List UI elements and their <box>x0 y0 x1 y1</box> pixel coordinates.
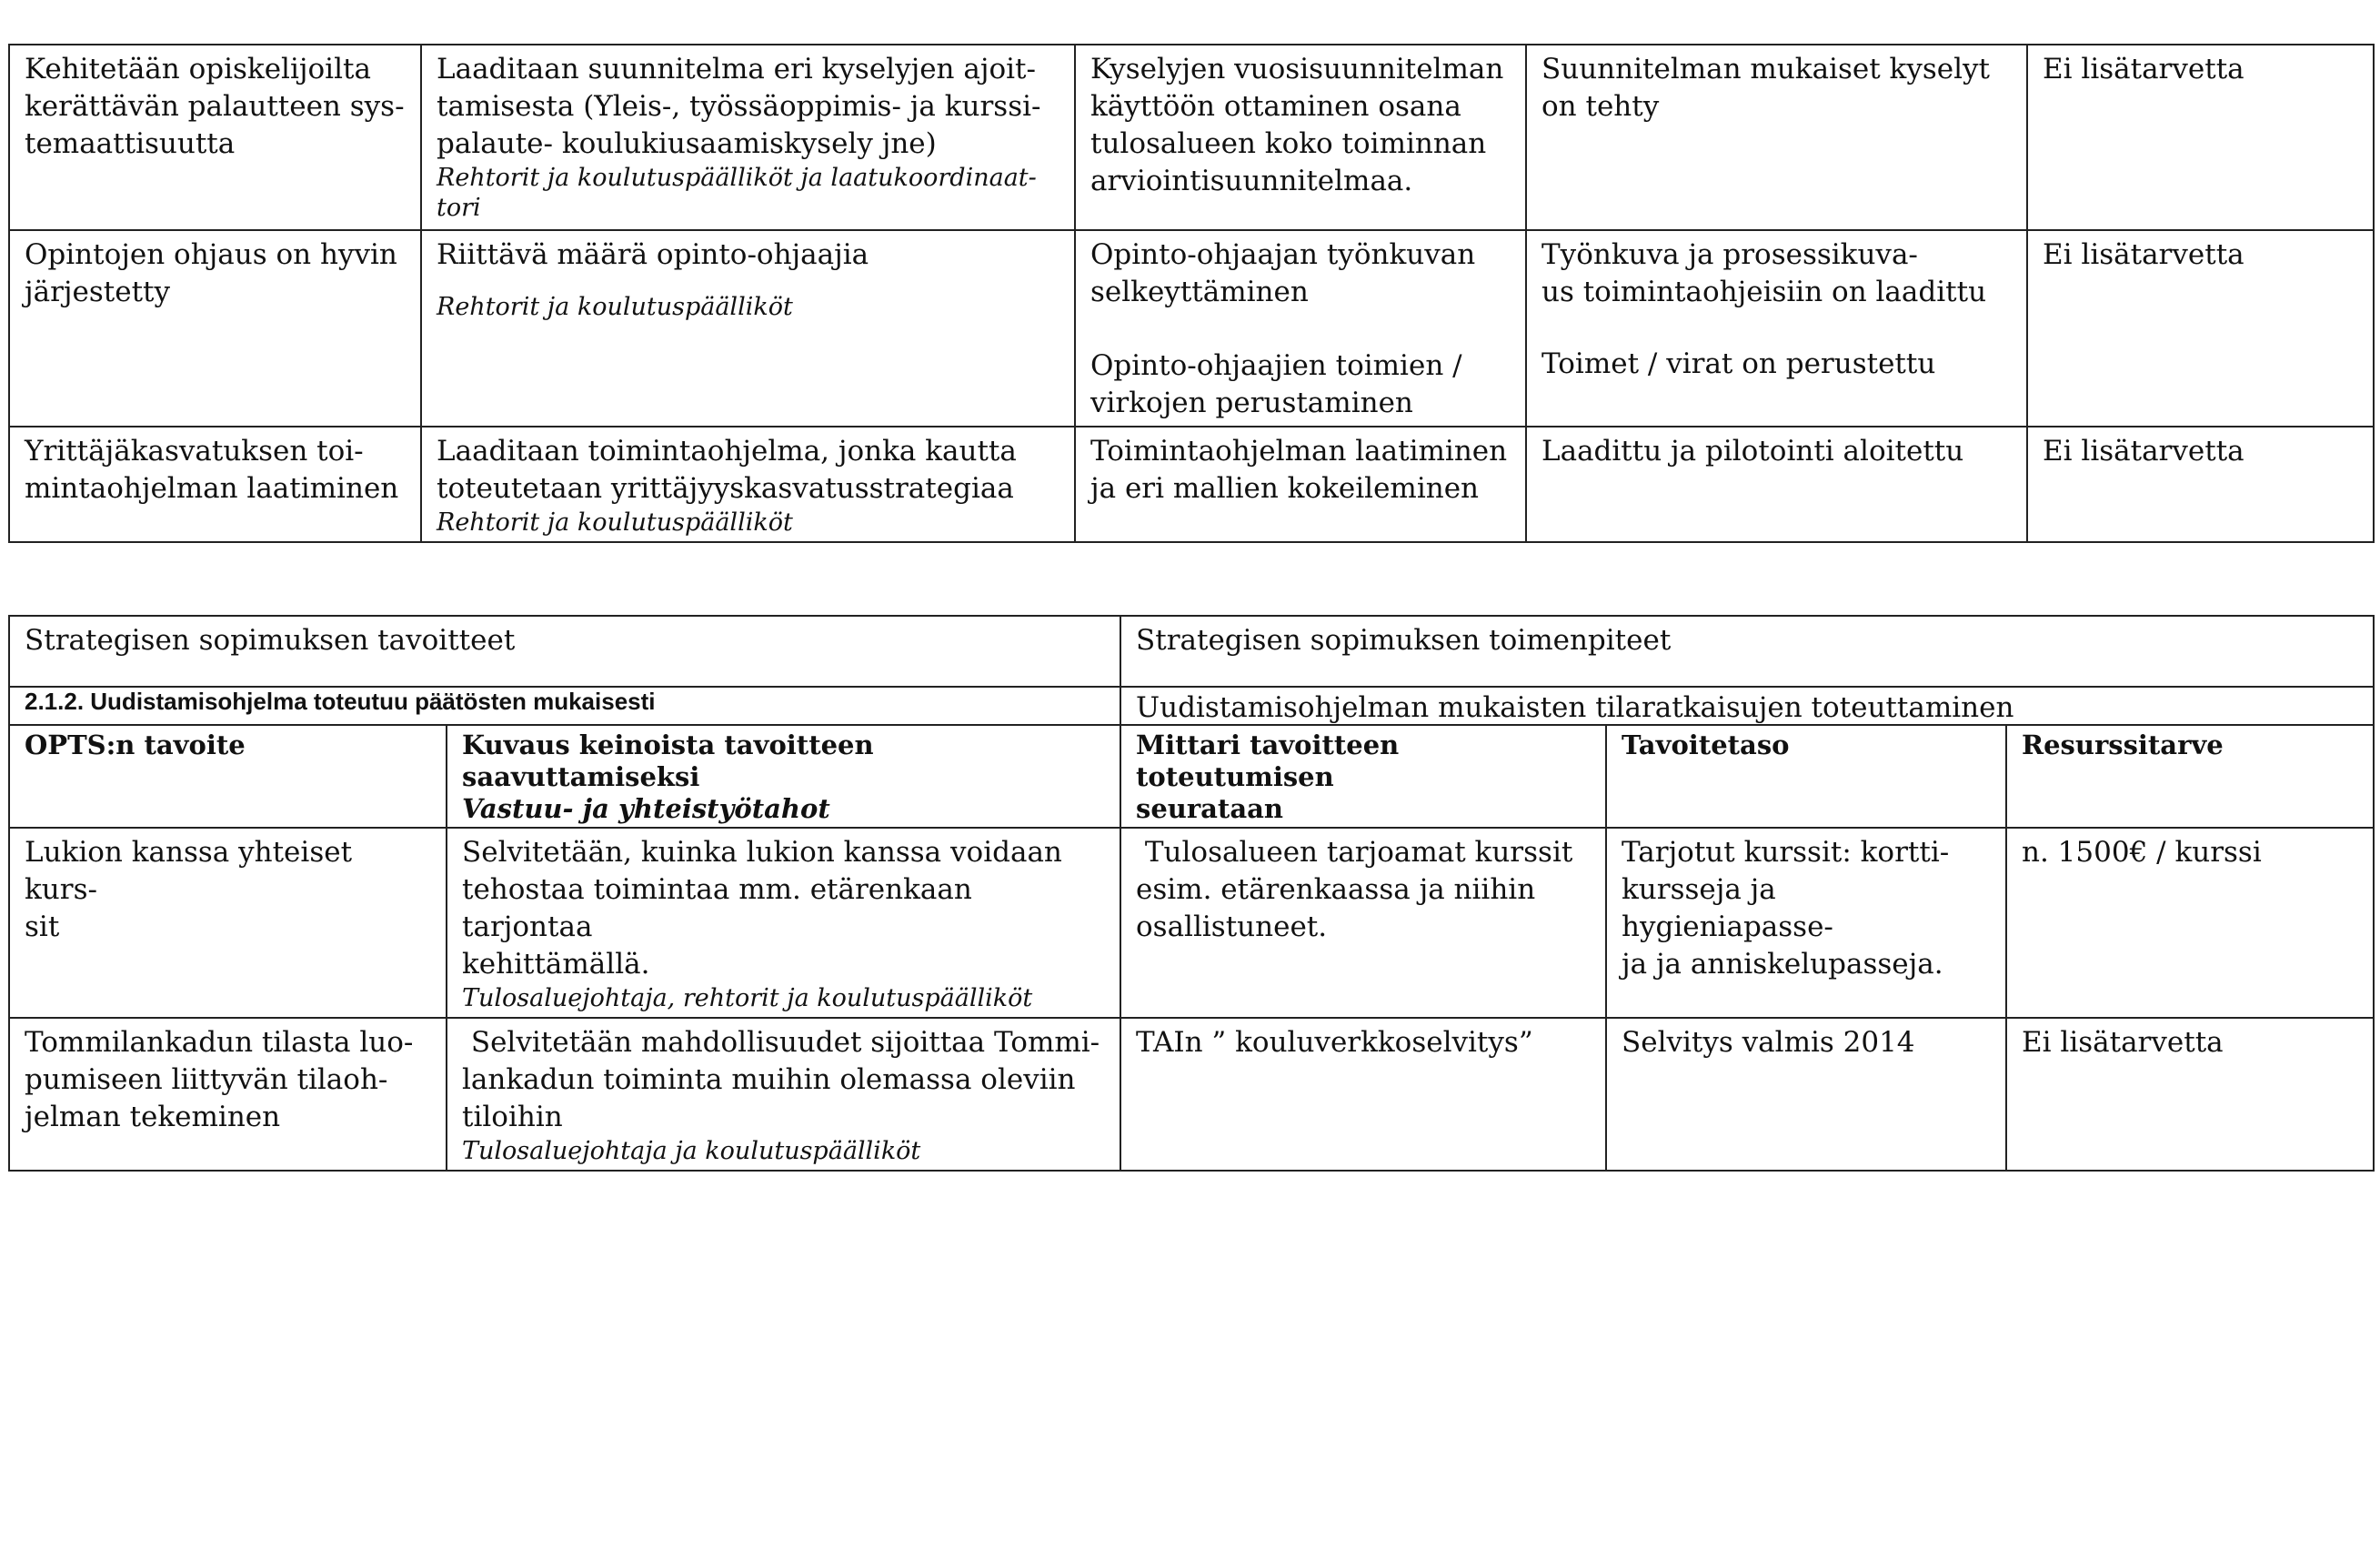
table-row <box>9 427 2374 542</box>
col-header-metric: Mittari tavoitteen toteutumisen seurataan <box>1120 725 1606 828</box>
col-header-target: Tavoitetaso <box>1606 725 2006 828</box>
goal-cell: Tommilankadun tilasta luo- pumiseen liittyvän tilaoh- jelman tekeminen <box>9 1018 447 1171</box>
goals-header: Strategisen sopimuksen tavoitteet <box>9 616 1120 687</box>
metric-cell: Kyselyjen vuosisuunnitelman käyttöön ottaminen osana tulosalueen koko toiminnan arviointisuunnitelmaa. <box>1075 45 1526 230</box>
col-header-means: Kuvaus keinoista tavoitteen saavuttamiseksi Vastuu- ja yhteistyötahot <box>447 725 1120 828</box>
metric-cell: Opinto-ohjaajan työnkuvan selkeyttäminen Opinto-ohjaajien toimien / virkojen perustaminen <box>1075 230 1526 427</box>
means-cell: Laaditaan suunnitelma eri kyselyjen ajoit- tamisesta (Yleis-, työssäoppimis- ja kurssi- palaute- koulukiusaamiskysely jne) Rehtorit ja koulutuspäälliköt ja laatukoordinaat- tori <box>421 45 1075 230</box>
resource-cell: Ei lisätarvetta <box>2006 1018 2374 1171</box>
means-cell: Laaditaan toimintaohjelma, jonka kautta toteutetaan yrittäjyyskasvatusstrategiaa Rehtorit ja koulutuspäälliköt <box>421 427 1075 542</box>
responsible-parties: Tulosaluejohtaja ja koulutuspäälliköt <box>462 1137 921 1165</box>
target-cell: Laadittu ja pilotointi aloitettu <box>1526 427 2027 542</box>
actions-header: Strategisen sopimuksen toimenpiteet <box>1120 616 2374 687</box>
responsible-parties: Rehtorit ja koulutuspäälliköt <box>437 508 793 537</box>
means-cell: Riittävä määrä opinto-ohjaajia Rehtorit ja koulutuspäälliköt <box>421 230 1075 427</box>
target-cell: Selvitys valmis 2014 <box>1606 1018 2006 1171</box>
metric-cell: Tulosalueen tarjoamat kurssit esim. etärenkaassa ja niihin osallistuneet. <box>1120 828 1606 1018</box>
column-header-row <box>9 725 2374 828</box>
goal-cell: Kehitetään opiskelijoilta kerättävän palautteen sys- temaattisuutta <box>9 45 421 230</box>
action-plan-table-bottom <box>8 615 2375 1172</box>
responsible-parties: Rehtorit ja koulutuspäälliköt <box>437 293 793 321</box>
target-cell: Tarjotut kurssit: kortti- kursseja ja hygieniapasse- ja ja anniskelupasseja. <box>1606 828 2006 1018</box>
target-cell: Työnkuva ja prosessikuva- us toimintaohjeisiin on laadittu Toimet / virat on perustettu <box>1526 230 2027 427</box>
responsible-parties: Rehtorit ja koulutuspäälliköt ja laatukoordinaat- <box>437 164 1037 192</box>
metric-cell: TAIn ” kouluverkkoselvitys” <box>1120 1018 1606 1171</box>
means-cell: Selvitetään mahdollisuudet sijoittaa Tommi- lankadun toiminta muihin olemassa oleviin tiloihin Tulosaluejohtaja ja koulutuspäälliköt <box>447 1018 1120 1171</box>
target-cell: Suunnitelman mukaiset kyselyt on tehty <box>1526 45 2027 230</box>
table-row <box>9 828 2374 1018</box>
table-row <box>9 1018 2374 1171</box>
means-cell: Selvitetään, kuinka lukion kanssa voidaan tehostaa toimintaa mm. etärenkaan tarjontaa kehittämällä. Tulosaluejohtaja, rehtorit ja koulutuspäälliköt <box>447 828 1120 1018</box>
resource-cell: Ei lisätarvetta <box>2027 427 2374 542</box>
section-header-row <box>9 616 2374 687</box>
action-plan-table-top <box>8 44 2375 543</box>
action-title: Uudistamisohjelman mukaisten tilaratkaisujen toteuttaminen <box>1120 687 2374 725</box>
goal-cell: Lukion kanssa yhteiset kurs- sit <box>9 828 447 1018</box>
resource-cell: Ei lisätarvetta <box>2027 45 2374 230</box>
section-title-row <box>9 687 2374 725</box>
goal-cell: Yrittäjäkasvatuksen toi- mintaohjelman laatiminen <box>9 427 421 542</box>
goal-cell: Opintojen ohjaus on hyvin järjestetty <box>9 230 421 427</box>
resource-cell: Ei lisätarvetta <box>2027 230 2374 427</box>
table-row <box>9 45 2374 230</box>
resource-cell: n. 1500€ / kurssi <box>2006 828 2374 1018</box>
goal-title: 2.1.2. Uudistamisohjelma toteutuu päätösten mukaisesti <box>9 687 1120 725</box>
col-header-resource: Resurssitarve <box>2006 725 2374 828</box>
col-header-goal: OPTS:n tavoite <box>9 725 447 828</box>
table-row <box>9 230 2374 427</box>
metric-cell: Toimintaohjelman laatiminen ja eri mallien kokeileminen <box>1075 427 1526 542</box>
responsible-parties: Tulosaluejohtaja, rehtorit ja koulutuspäälliköt <box>462 984 1033 1012</box>
